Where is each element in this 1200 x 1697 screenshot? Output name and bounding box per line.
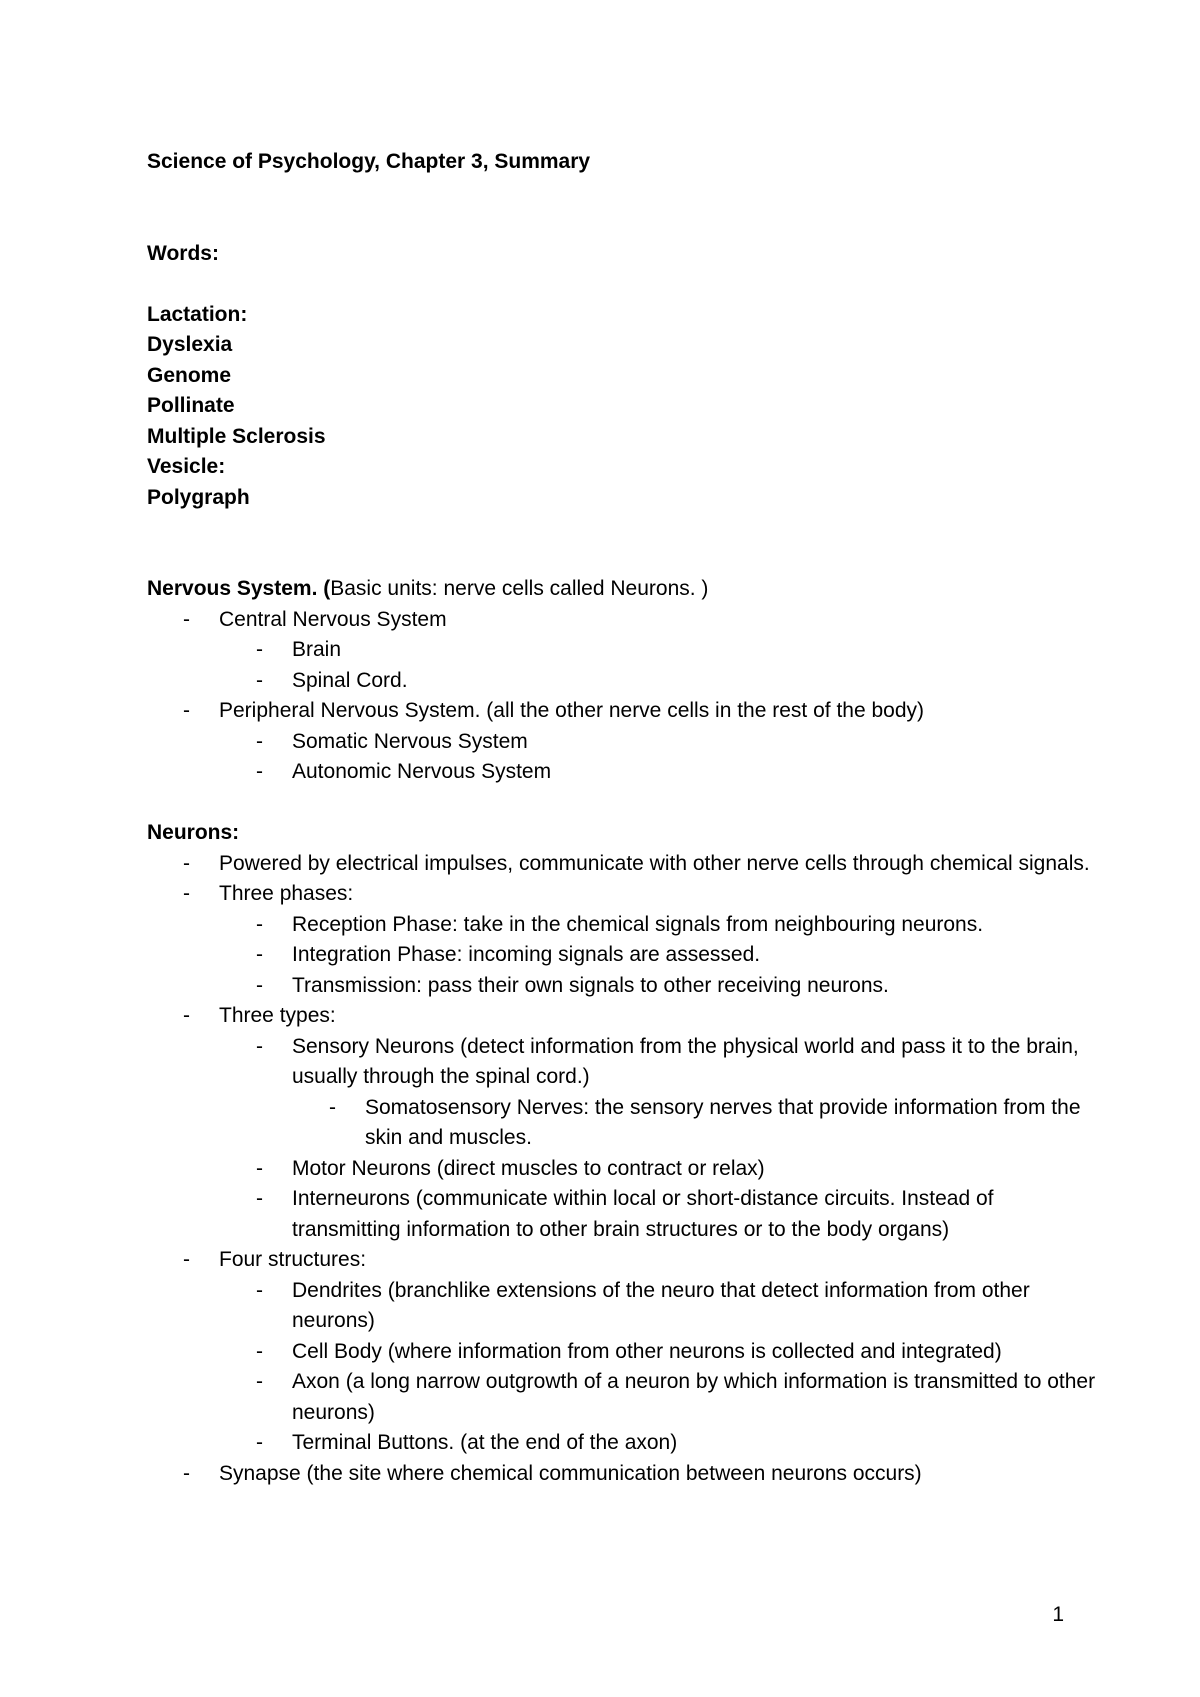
list-item bbox=[147, 1184, 1097, 1245]
list-item-text: Axon (a long narrow outgrowth of a neuron by which information is transmitted to other neurons) bbox=[292, 1370, 1096, 1424]
list-item bbox=[147, 1001, 1097, 1032]
words-list bbox=[147, 300, 1097, 514]
list-item-text: Autonomic Nervous System bbox=[292, 760, 552, 783]
document-body bbox=[147, 147, 1097, 1489]
list-item-text: Somatosensory Nerves: the sensory nerves that provide information from the skin and muscles. bbox=[365, 1095, 1081, 1149]
bullet-dash: - bbox=[256, 1431, 263, 1454]
nervous-system-heading-bold: Nervous System. ( bbox=[147, 577, 331, 600]
bullet-dash: - bbox=[256, 668, 263, 692]
list-item-text: Three phases: bbox=[219, 882, 354, 905]
list-item-text: Central Nervous System bbox=[219, 607, 447, 631]
bullet-dash: - bbox=[256, 729, 263, 753]
list-item-text: Reception Phase: take in the chemical signals from neighbouring neurons. bbox=[292, 912, 984, 936]
list-item bbox=[147, 1367, 1097, 1428]
list-item-text: Synapse (the site where chemical communication between neurons occurs) bbox=[219, 1461, 922, 1485]
list-item-text: Dendrites (branchlike extensions of the neuro that detect information from other neurons) bbox=[292, 1278, 1030, 1332]
word-item: Multiple Sclerosis bbox=[147, 424, 326, 448]
word-item: Vesicle: bbox=[147, 455, 226, 478]
neurons-list bbox=[147, 849, 1097, 1490]
bullet-dash: - bbox=[183, 1461, 190, 1485]
bullet-dash: - bbox=[256, 1156, 263, 1180]
bullet-dash: - bbox=[183, 1004, 190, 1027]
list-item-text: Sensory Neurons (detect information from the physical world and pass it to the brain, usually through the spinal cord.) bbox=[292, 1034, 1079, 1088]
word-item: Polygraph bbox=[147, 485, 250, 509]
list-item bbox=[147, 666, 1097, 697]
bullet-dash: - bbox=[256, 760, 263, 783]
page-number: 1 bbox=[1052, 1603, 1064, 1626]
list-item bbox=[147, 727, 1097, 758]
bullet-dash: - bbox=[183, 882, 190, 905]
list-item bbox=[147, 971, 1097, 1002]
list-item bbox=[147, 940, 1097, 971]
document-title: Science of Psychology, Chapter 3, Summary bbox=[147, 150, 591, 173]
list-item-text: Peripheral Nervous System. (all the other nerve cells in the rest of the body) bbox=[219, 699, 924, 722]
bullet-dash: - bbox=[256, 1370, 263, 1393]
word-item: Genome bbox=[147, 363, 232, 387]
list-item bbox=[147, 605, 1097, 636]
neurons-heading: Neurons: bbox=[147, 821, 240, 844]
list-item-text: Transmission: pass their own signals to other receiving neurons. bbox=[292, 973, 889, 997]
list-item-text: Interneurons (communicate within local or short-distance circuits. Instead of transmitting information to other brain structures or to the body organs) bbox=[292, 1187, 994, 1241]
list-item bbox=[147, 1337, 1097, 1368]
list-item bbox=[147, 1032, 1097, 1093]
list-item-text: Three types: bbox=[219, 1004, 336, 1027]
bullet-dash: - bbox=[183, 851, 190, 875]
list-item bbox=[147, 1093, 1097, 1154]
bullet-dash: - bbox=[256, 1187, 263, 1210]
bullet-dash: - bbox=[256, 912, 263, 936]
list-item bbox=[147, 910, 1097, 941]
list-item bbox=[147, 635, 1097, 666]
list-item-text: Four structures: bbox=[219, 1248, 367, 1271]
bullet-dash: - bbox=[183, 699, 190, 722]
nervous-system-list bbox=[147, 605, 1097, 788]
bullet-dash: - bbox=[329, 1095, 336, 1119]
list-item-text: Cell Body (where information from other neurons is collected and integrated) bbox=[292, 1339, 1002, 1363]
list-item-text: Terminal Buttons. (at the end of the axon) bbox=[292, 1431, 678, 1454]
list-item bbox=[147, 1276, 1097, 1337]
list-item bbox=[147, 696, 1097, 727]
list-item bbox=[147, 1154, 1097, 1185]
nervous-system-heading-rest: Basic units: nerve cells called Neurons. ) bbox=[330, 577, 709, 600]
bullet-dash: - bbox=[183, 1248, 190, 1271]
bullet-dash: - bbox=[256, 1339, 263, 1363]
list-item bbox=[147, 1459, 1097, 1490]
bullet-dash: - bbox=[256, 1034, 263, 1058]
list-item-text: Motor Neurons (direct muscles to contract or relax) bbox=[292, 1156, 765, 1180]
bullet-dash: - bbox=[256, 638, 263, 661]
list-item-text: Somatic Nervous System bbox=[292, 729, 528, 753]
list-item bbox=[147, 757, 1097, 788]
words-heading: Words: bbox=[147, 241, 219, 265]
bullet-dash: - bbox=[256, 973, 263, 997]
word-item: Dyslexia bbox=[147, 333, 233, 356]
list-item-text: Integration Phase: incoming signals are assessed. bbox=[292, 943, 761, 966]
bullet-dash: - bbox=[183, 607, 190, 631]
list-item bbox=[147, 849, 1097, 880]
bullet-dash: - bbox=[256, 1278, 263, 1302]
list-item bbox=[147, 879, 1097, 910]
word-item: Lactation: bbox=[147, 302, 248, 326]
word-item: Pollinate bbox=[147, 394, 235, 417]
bullet-dash: - bbox=[256, 943, 263, 966]
list-item bbox=[147, 1428, 1097, 1459]
list-item bbox=[147, 1245, 1097, 1276]
list-item-text: Spinal Cord. bbox=[292, 668, 408, 692]
list-item-text: Powered by electrical impulses, communicate with other nerve cells through chemical signals. bbox=[219, 851, 1090, 875]
nervous-system-heading bbox=[147, 574, 1097, 605]
list-item-text: Brain bbox=[292, 638, 342, 661]
